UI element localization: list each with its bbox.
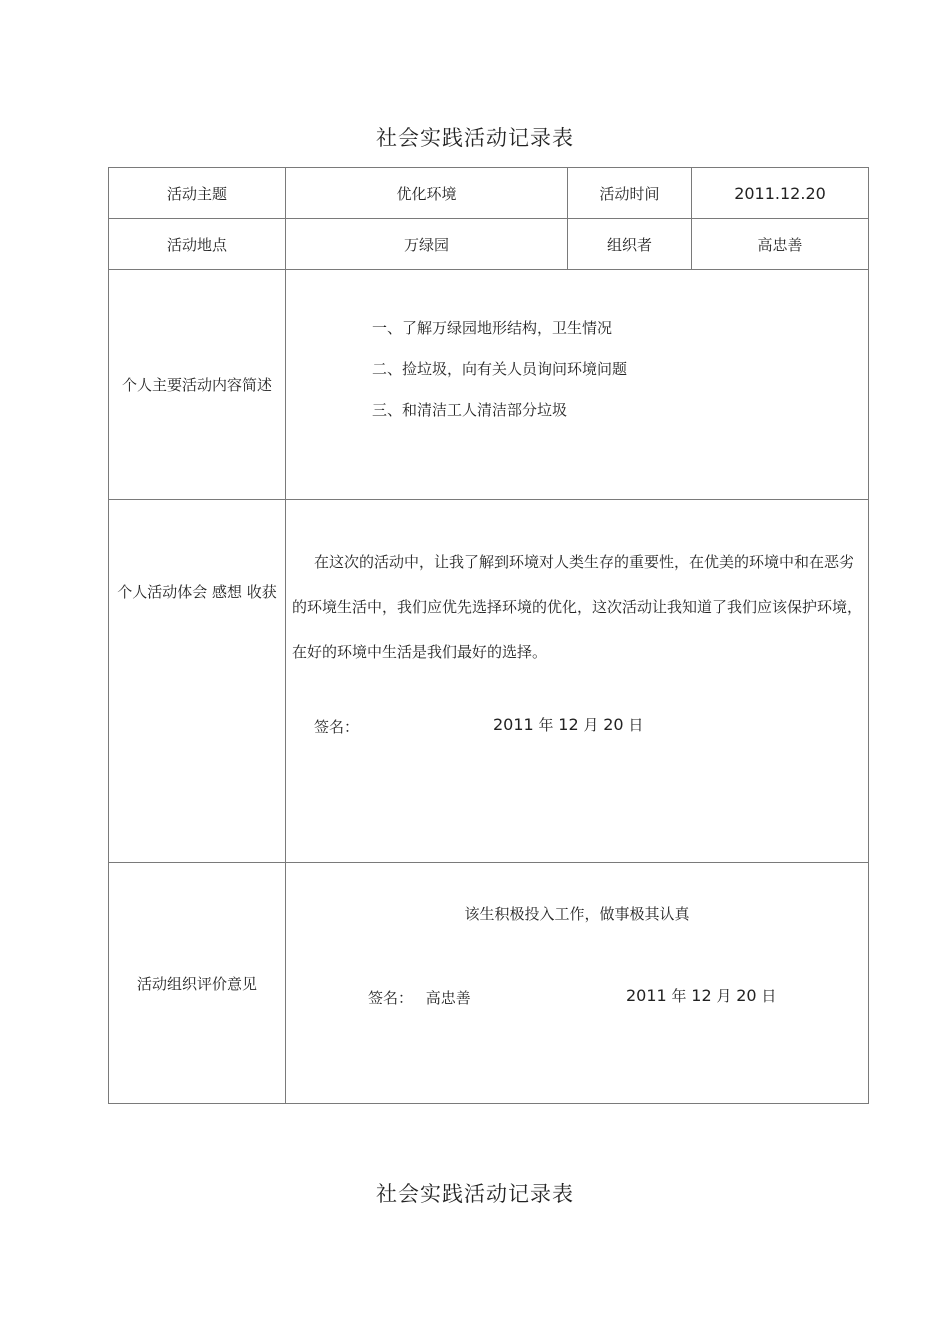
reflection-date-day: 20 bbox=[603, 715, 624, 734]
reflection-sign-label: 签名： bbox=[314, 718, 360, 736]
theme-value: 优化环境 bbox=[286, 168, 568, 219]
evaluation-text: 该生积极投入工作，做事极其认真 bbox=[464, 905, 690, 923]
reflection-text: 在这次的活动中，让我了解到环境对人类生存的重要性，在优美的环境中和在恶劣的环境生活中，我们应优先选择环境的优化，这次活动让我知道了我们应该保护环境，在好的环境中生活是我们最好的选择。 bbox=[292, 553, 863, 661]
evaluation-date-year-unit: 年 bbox=[671, 987, 687, 1005]
reflection-date-month-unit: 月 bbox=[583, 716, 599, 734]
content-label: 个人主要活动内容简述 bbox=[109, 270, 286, 500]
reflection-date bbox=[493, 714, 643, 735]
evaluation-label: 活动组织评价意见 bbox=[109, 863, 286, 1104]
time-label: 活动时间 bbox=[568, 168, 692, 219]
time-value: 2011.12.20 bbox=[692, 168, 869, 219]
place-value: 万绿园 bbox=[286, 219, 568, 270]
table-row-place bbox=[109, 219, 869, 270]
content-item-2: 二、捡垃圾，向有关人员询问环境问题 bbox=[372, 360, 628, 378]
table-row-evaluation bbox=[109, 863, 869, 1104]
reflection-date-year-unit: 年 bbox=[538, 716, 554, 734]
evaluation-date-month: 12 bbox=[691, 986, 712, 1005]
evaluation-date-day: 20 bbox=[736, 986, 757, 1005]
reflection-cell bbox=[286, 500, 869, 863]
content-item-1: 一、了解万绿园地形结构，卫生情况 bbox=[372, 319, 613, 337]
content-item-3: 三、和清洁工人清洁部分垃圾 bbox=[372, 401, 568, 419]
reflection-date-day-unit: 日 bbox=[628, 716, 644, 734]
evaluation-signer: 高忠善 bbox=[425, 989, 471, 1007]
reflection-date-year: 2011 bbox=[493, 715, 534, 734]
evaluation-cell bbox=[286, 863, 869, 1104]
content-items bbox=[286, 270, 869, 500]
table-row-reflection bbox=[109, 500, 869, 863]
reflection-date-month: 12 bbox=[558, 715, 579, 734]
table-row-theme bbox=[109, 168, 869, 219]
organizer-value: 高忠善 bbox=[692, 219, 869, 270]
page-title-repeat: 社会实践活动记录表 bbox=[376, 1182, 574, 1206]
evaluation-sign bbox=[368, 987, 471, 1008]
theme-label: 活动主题 bbox=[109, 168, 286, 219]
evaluation-date-month-unit: 月 bbox=[716, 987, 732, 1005]
activity-record-table bbox=[108, 167, 869, 1104]
reflection-label: 个人活动体会 感想 收获 bbox=[109, 500, 286, 863]
place-label: 活动地点 bbox=[109, 219, 286, 270]
evaluation-date-day-unit: 日 bbox=[761, 987, 777, 1005]
evaluation-sign-label: 签名： bbox=[368, 989, 414, 1007]
evaluation-date bbox=[626, 985, 776, 1006]
page-title: 社会实践活动记录表 bbox=[376, 126, 574, 150]
evaluation-date-year: 2011 bbox=[626, 986, 667, 1005]
organizer-label: 组织者 bbox=[568, 219, 692, 270]
table-row-content bbox=[109, 270, 869, 500]
